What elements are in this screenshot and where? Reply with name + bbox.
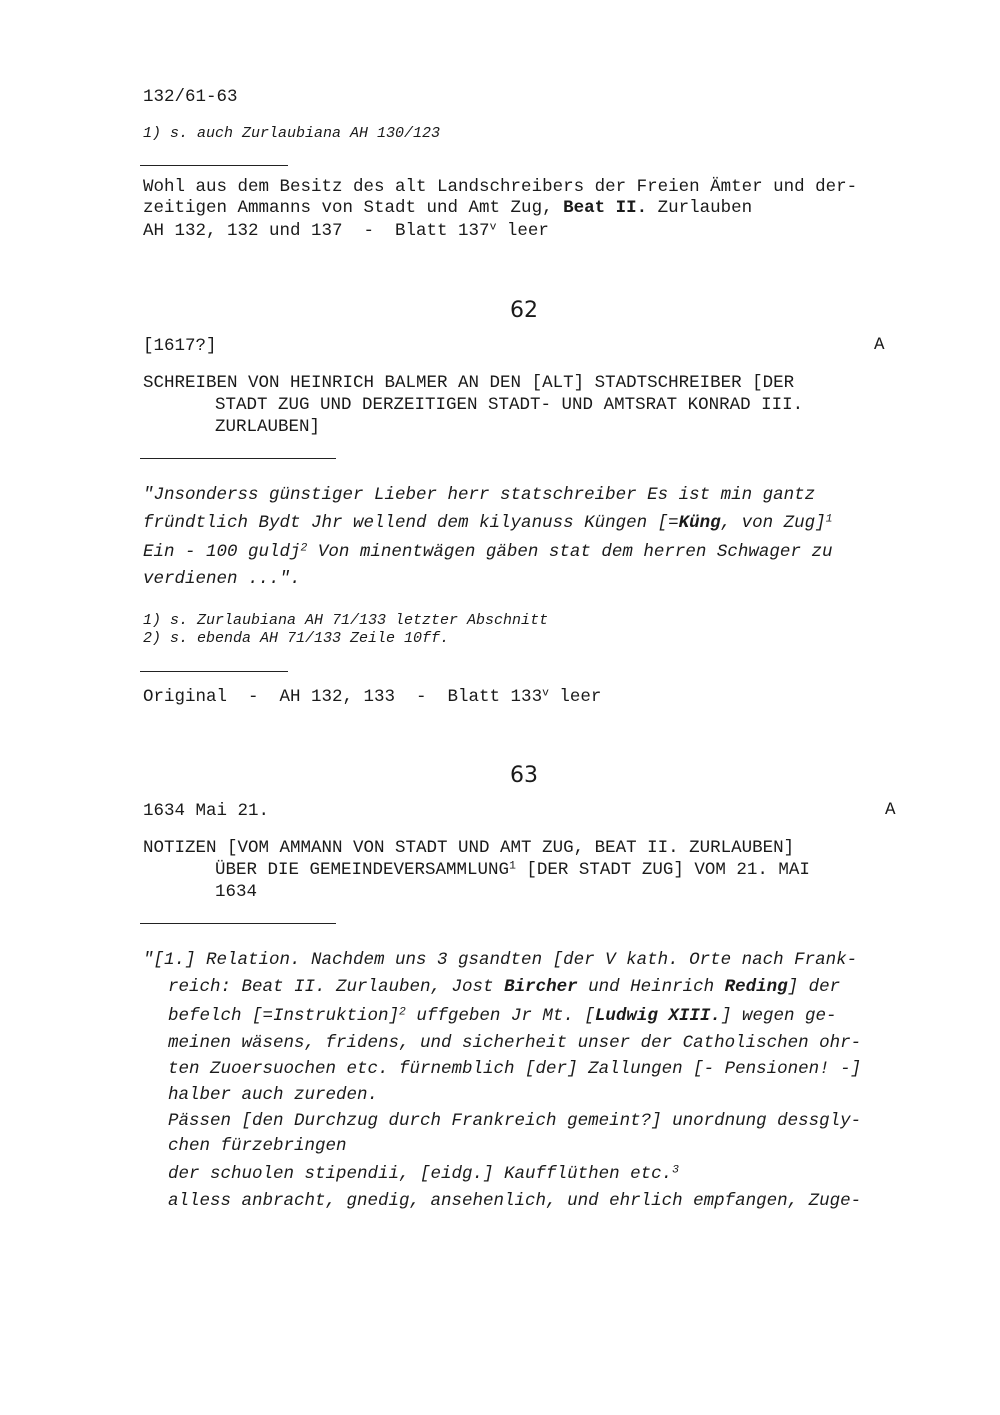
provenance-line: AH 132, 132 und 137 - Blatt 137$^v$ leer (143, 221, 549, 241)
archive-reference: 132/61-63 (143, 87, 238, 107)
quote-line: alless anbracht, gnedig, ansehenlich, und ehrlich empfangen, Zuge- (168, 1191, 862, 1211)
quote-line: befelch [=Instruktion]$^2$ uffgeben Jr Mt. [Ludwig XIII.] wegen ge- (168, 1006, 837, 1026)
entry-type: A (874, 335, 885, 355)
quote-line: reich: Beat II. Zurlauben, Jost Bircher und Heinrich Reding] der (168, 977, 841, 997)
entry-date: [1617?] (143, 336, 217, 356)
footnote: 2) s. ebenda AH 71/133 Zeile 10ff. (143, 630, 450, 647)
entry-title-line: 1634 (215, 882, 258, 902)
quote-line: Pässen [den Durchzug durch Frankreich gemeint?] unordnung dessgly- (168, 1111, 862, 1131)
entry-title-line: ÜBER DIE GEMEINDEVERSAMMLUNG$^1$ [DER STADT ZUG] VOM 21. MAI (215, 860, 810, 880)
quote-line: fründtlich Bydt Jhr wellend dem kilyanuss Küngen [=Küng, von Zug]$^1$ (143, 513, 833, 533)
provenance-line: zeitigen Ammanns von Stadt und Amt Zug, Beat II. Zurlauben (143, 198, 753, 218)
quote-line: "Jnsonderss günstiger Lieber herr statschreiber Es ist min gantz (143, 485, 816, 505)
provenance-line: Wohl aus dem Besitz des alt Landschreibers der Freien Ämter und der- (143, 177, 858, 197)
quote-line: Ein - 100 guldj$^2$ Von minentwägen gäben stat dem herren Schwager zu (143, 542, 833, 562)
quote-line: verdienen ...". (143, 569, 301, 589)
quote-line: meinen wäsens, fridens, und sicherheit unser der Catholischen ohr- (168, 1033, 862, 1053)
entry-type: A (885, 800, 896, 820)
entry-title-line: ZURLAUBEN] (215, 417, 321, 437)
quote-line: der schuolen stipendii, [eidg.] Kaufflüthen etc.$^3$ (168, 1164, 679, 1184)
quote-line: "[1.] Relation. Nachdem uns 3 gsandten [der V kath. Orte nach Frank- (143, 950, 858, 970)
footnote-rule (140, 165, 288, 166)
footnote: 1) s. Zurlaubiana AH 71/133 letzter Abschnitt (143, 612, 549, 629)
title-rule (140, 923, 336, 924)
footnote-rule (140, 671, 288, 672)
title-rule (140, 458, 336, 459)
entry-number: 62 (510, 298, 538, 323)
entry-title-line: STADT ZUG UND DERZEITIGEN STADT- UND AMTSRAT KONRAD III. (215, 395, 804, 415)
quote-line: chen fürzebringen (168, 1136, 347, 1156)
entry-number: 63 (510, 763, 538, 788)
source-line: Original - AH 132, 133 - Blatt 133$^v$ leer (143, 687, 602, 707)
quote-line: ten Zuoersuochen etc. fürnemblich [der] Zallungen [- Pensionen! -] (168, 1059, 862, 1079)
footnote: 1) s. auch Zurlaubiana AH 130/123 (143, 125, 441, 142)
entry-title-line: SCHREIBEN VON HEINRICH BALMER AN DEN [ALT] STADTSCHREIBER [DER (143, 373, 795, 393)
quote-line: halber auch zureden. (168, 1085, 379, 1105)
entry-title-line: NOTIZEN [VOM AMMANN VON STADT UND AMT ZUG, BEAT II. ZURLAUBEN] (143, 838, 795, 858)
entry-date: 1634 Mai 21. (143, 801, 270, 821)
